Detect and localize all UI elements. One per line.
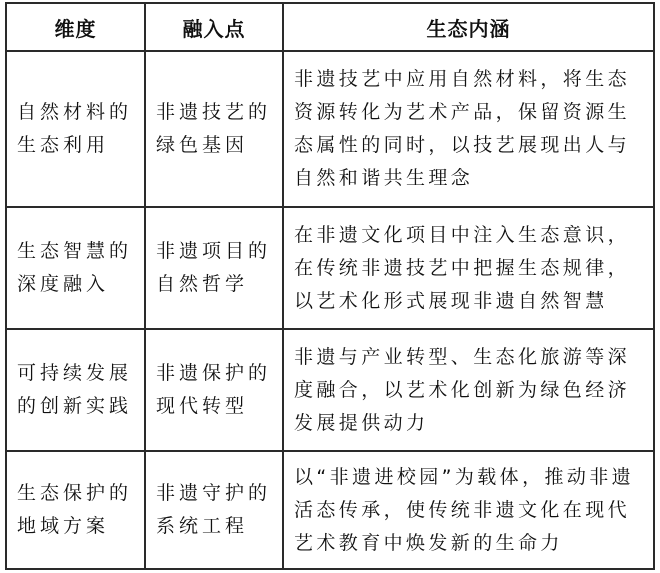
- connotation-text: 非遗与产业转型、生态化旅游等深度融合，以艺术化创新为绿色经济发展提供动力: [294, 345, 631, 434]
- cell-eco-connotation: [283, 51, 654, 207]
- table-row: [6, 51, 654, 207]
- cell-dimension: [6, 329, 145, 451]
- cell-dimension: [6, 451, 145, 569]
- table-body: [6, 51, 654, 569]
- cell-eco-connotation: [283, 207, 654, 329]
- integration-text: 非遗守护的系统工程: [156, 482, 272, 537]
- table-row: [6, 207, 654, 329]
- header-eco-connotation: 生态内涵: [283, 3, 654, 51]
- integration-text: 非遗项目的自然哲学: [156, 240, 272, 295]
- eco-connotation-table-wrapper: [5, 2, 653, 568]
- integration-text: 非遗保护的现代转型: [156, 362, 272, 417]
- connotation-text: 以“非遗进校园”为载体，推动非遗活态传承，使传统非遗文化在现代艺术教育中焕发新的生命力: [294, 465, 635, 554]
- cell-integration-point: [145, 51, 283, 207]
- table-header: [6, 3, 654, 51]
- eco-connotation-table: [5, 2, 655, 570]
- connotation-text: 在非遗文化项目中注入生态意识，在传统非遗技艺中把握生态规律，以艺术化形式展现非遗自然智慧: [294, 223, 631, 312]
- connotation-text: 非遗技艺中应用自然材料，将生态资源转化为艺术产品，保留资源生态属性的同时，以技艺展现出人与自然和谐共生理念: [294, 68, 631, 189]
- cell-dimension: [6, 207, 145, 329]
- dimension-text: 可持续发展的创新实践: [17, 362, 133, 417]
- cell-integration-point: [145, 207, 283, 329]
- cell-integration-point: [145, 451, 283, 569]
- cell-integration-point: [145, 329, 283, 451]
- header-row: [6, 3, 654, 51]
- header-integration-point: 融入点: [145, 3, 283, 51]
- dimension-text: 生态保护的地域方案: [17, 482, 133, 537]
- table-row: [6, 329, 654, 451]
- cell-eco-connotation: [283, 451, 654, 569]
- header-dimension: 维度: [6, 3, 145, 51]
- cell-dimension: [6, 51, 145, 207]
- integration-text: 非遗技艺的绿色基因: [156, 101, 272, 156]
- table-row: [6, 451, 654, 569]
- cell-eco-connotation: [283, 329, 654, 451]
- dimension-text: 生态智慧的深度融入: [17, 240, 133, 295]
- dimension-text: 自然材料的生态利用: [17, 101, 133, 156]
